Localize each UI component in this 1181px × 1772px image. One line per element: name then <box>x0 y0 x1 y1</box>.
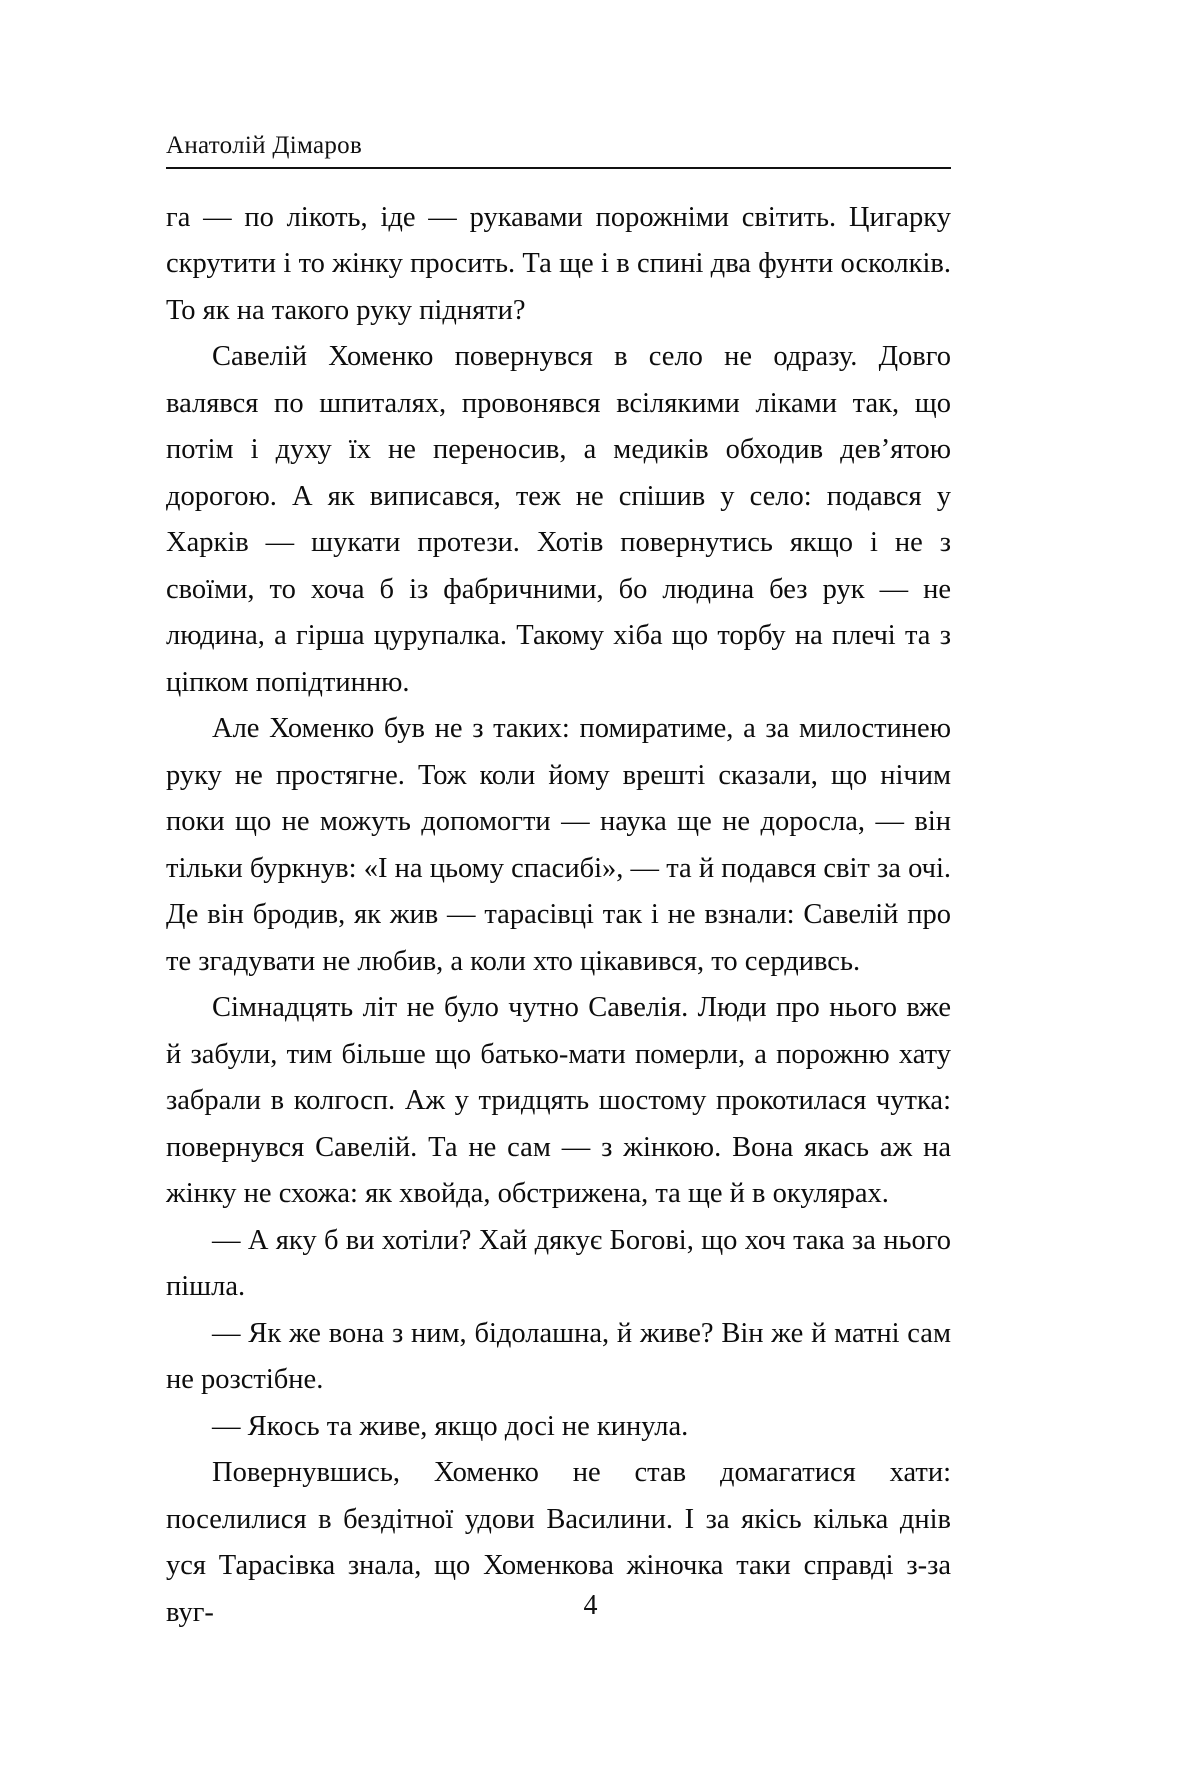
paragraph: Савелій Хоменко повернувся в село не одразу. Довго валявся по шпиталях, провонявся всілякими ліками так, що потім і духу їх не переносив, а медиків обходив дев’ятою дорогою. А як виписався, теж не спішив у село: подався у Харків — шукати протези. Хотів повернутись якщо і не з своїми, то хоча б із фабричними, бо людина без рук — не людина, а гірша цурупалка. Такому хіба що торбу на плечі та з ціпком попідтинню. <box>166 341 951 698</box>
page-content <box>166 132 951 1636</box>
body-text-block <box>166 195 951 1637</box>
running-head-author: Анатолій Дімаров <box>166 132 363 159</box>
header-divider-rule <box>166 167 951 169</box>
paragraph: Сімнадцять літ не було чутно Савелія. Люди про нього вже й забули, тим більше що батько-мати померли, а порожню хату забрали в колгосп. Аж у тридцять шостому прокотилася чутка: повернувся Савелій. Та не сам — з жінкою. Вона якась аж на жінку не схожа: як хвойда, обстрижена, та ще й в окулярах. <box>166 992 951 1210</box>
paragraph: — А яку б ви хотіли? Хай дякує Богові, що хоч така за нього пішла. <box>166 1224 951 1303</box>
paragraph: Але Хоменко був не з таких: помиратиме, а за милостинею руку не простягне. Тож коли йому врешті сказали, що нічим поки що не можуть допомогти — наука ще не доросла, — він тільки буркнув: «І на цьому спасибі», — та й подався світ за очі. Де він бродив, як жив — тарасівці так і не взнали: Савелій про те згадувати не любив, а коли хто цікавився, то сердивсь. <box>166 713 951 977</box>
paragraph: Повернувшись, Хоменко не став домагатися хати: поселилися в бездітної удови Василини. І за якісь кілька днів уся Тарасівка знала, що Хоменкова жіночка таки справді з-за вуг- <box>166 1457 951 1628</box>
paragraph: — Якось та живе, якщо досі не кинула. <box>212 1410 689 1442</box>
paragraph: га — по лікоть, іде — рукавами порожніми світить. Цигарку скрутити і то жінку просить. Та ще і в спині два фунти осколків. То як на такого руку підняти? <box>166 201 951 326</box>
paragraph: — Як же вона з ним, бідолашна, й живе? Він же й матні сам не розстібне. <box>166 1317 951 1396</box>
page-number: 4 <box>583 1590 598 1621</box>
